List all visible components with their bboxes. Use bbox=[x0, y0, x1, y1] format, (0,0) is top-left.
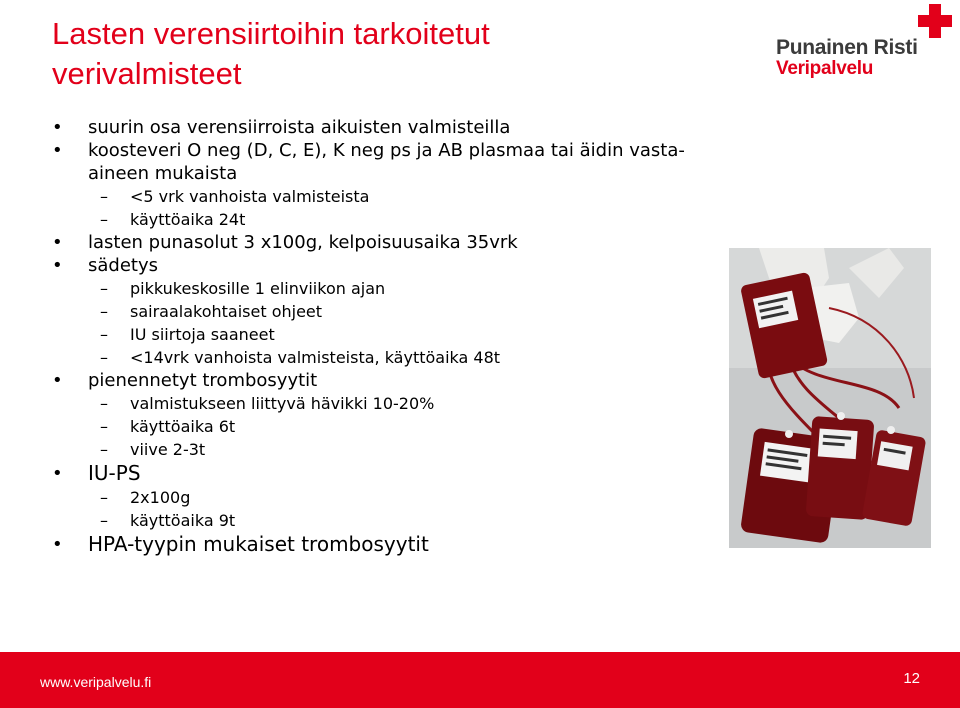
logo-name: Punainen Risti bbox=[776, 36, 918, 59]
bullet-text: <5 vrk vanhoista valmisteista bbox=[130, 187, 370, 206]
dash-icon: – bbox=[100, 302, 108, 321]
sub-bullet-item bbox=[52, 300, 712, 323]
bullet-text: IU-PS bbox=[88, 461, 141, 485]
bullet-text: 2x100g bbox=[130, 488, 191, 507]
dash-icon: – bbox=[100, 511, 108, 530]
sub-bullet-item bbox=[52, 438, 712, 461]
sub-bullet-item bbox=[52, 323, 712, 346]
bullet-dot-icon: • bbox=[52, 255, 63, 276]
bullet-text: HPA-tyypin mukaiset trombosyytit bbox=[88, 532, 429, 556]
sub-bullet-item bbox=[52, 208, 712, 231]
bullet-text: sairaalakohtaiset ohjeet bbox=[130, 302, 323, 321]
blood-bags-image bbox=[729, 248, 931, 548]
bullet-item bbox=[52, 231, 712, 254]
sub-bullet-item bbox=[52, 346, 712, 369]
bullet-dot-icon: • bbox=[52, 463, 63, 484]
bullet-text: pienennetyt trombosyytit bbox=[88, 370, 318, 391]
bullet-dot-icon: • bbox=[52, 534, 63, 555]
sub-bullet-item bbox=[52, 185, 712, 208]
bullet-text: käyttöaika 9t bbox=[130, 511, 236, 530]
footer-url: www.veripalvelu.fi bbox=[40, 674, 152, 690]
bullet-dot-icon: • bbox=[52, 370, 63, 391]
bullet-text: IU siirtoja saaneet bbox=[130, 325, 275, 344]
dash-icon: – bbox=[100, 348, 108, 367]
dash-icon: – bbox=[100, 187, 108, 206]
bullet-text: sädetys bbox=[88, 255, 158, 276]
bullet-item bbox=[52, 532, 712, 557]
bullet-text: koosteveri O neg (D, C, E), K neg ps ja AB plasmaa tai äidin vasta-aineen mukaista bbox=[88, 140, 685, 184]
bullet-text: käyttöaika 6t bbox=[130, 417, 236, 436]
footer-bar bbox=[0, 652, 960, 708]
bullet-dot-icon: • bbox=[52, 232, 63, 253]
bullet-text: <14vrk vanhoista valmisteista, käyttöaika 48t bbox=[130, 348, 501, 367]
bullet-dot-icon: • bbox=[52, 117, 63, 138]
dash-icon: – bbox=[100, 488, 108, 507]
bullet-list bbox=[52, 116, 712, 557]
dash-icon: – bbox=[100, 440, 108, 459]
bullet-text: pikkukeskosille 1 elinviikon ajan bbox=[130, 279, 386, 298]
bullet-text: lasten punasolut 3 x100g, kelpoisuusaika 35vrk bbox=[88, 232, 518, 253]
bullet-text: valmistukseen liittyvä hävikki 10-20% bbox=[130, 394, 435, 413]
bullet-item bbox=[52, 369, 712, 392]
dash-icon: – bbox=[100, 210, 108, 229]
dash-icon: – bbox=[100, 417, 108, 436]
red-cross-icon bbox=[918, 4, 952, 38]
sub-bullet-item bbox=[52, 486, 712, 509]
title-line-1: Lasten verensiirtoihin tarkoitetut bbox=[52, 16, 490, 51]
bullet-text: viive 2-3t bbox=[130, 440, 206, 459]
logo-subname: Veripalvelu bbox=[776, 58, 874, 79]
dash-icon: – bbox=[100, 325, 108, 344]
slide-title bbox=[52, 14, 692, 94]
bullet-item bbox=[52, 461, 712, 486]
bullet-item bbox=[52, 139, 712, 185]
bullet-item bbox=[52, 116, 712, 139]
dash-icon: – bbox=[100, 394, 108, 413]
sub-bullet-item bbox=[52, 277, 712, 300]
page-number: 12 bbox=[903, 670, 920, 687]
bullet-text: suurin osa verensiirroista aikuisten valmisteilla bbox=[88, 117, 511, 138]
sub-bullet-item bbox=[52, 392, 712, 415]
punainen-risti-logo bbox=[770, 4, 956, 84]
sub-bullet-item bbox=[52, 509, 712, 532]
dash-icon: – bbox=[100, 279, 108, 298]
bullet-item bbox=[52, 254, 712, 277]
blood-bags-photo bbox=[729, 248, 931, 548]
sub-bullet-item bbox=[52, 415, 712, 438]
bullet-dot-icon: • bbox=[52, 140, 63, 161]
bullet-text: käyttöaika 24t bbox=[130, 210, 246, 229]
title-line-2: verivalmisteet bbox=[52, 56, 242, 91]
